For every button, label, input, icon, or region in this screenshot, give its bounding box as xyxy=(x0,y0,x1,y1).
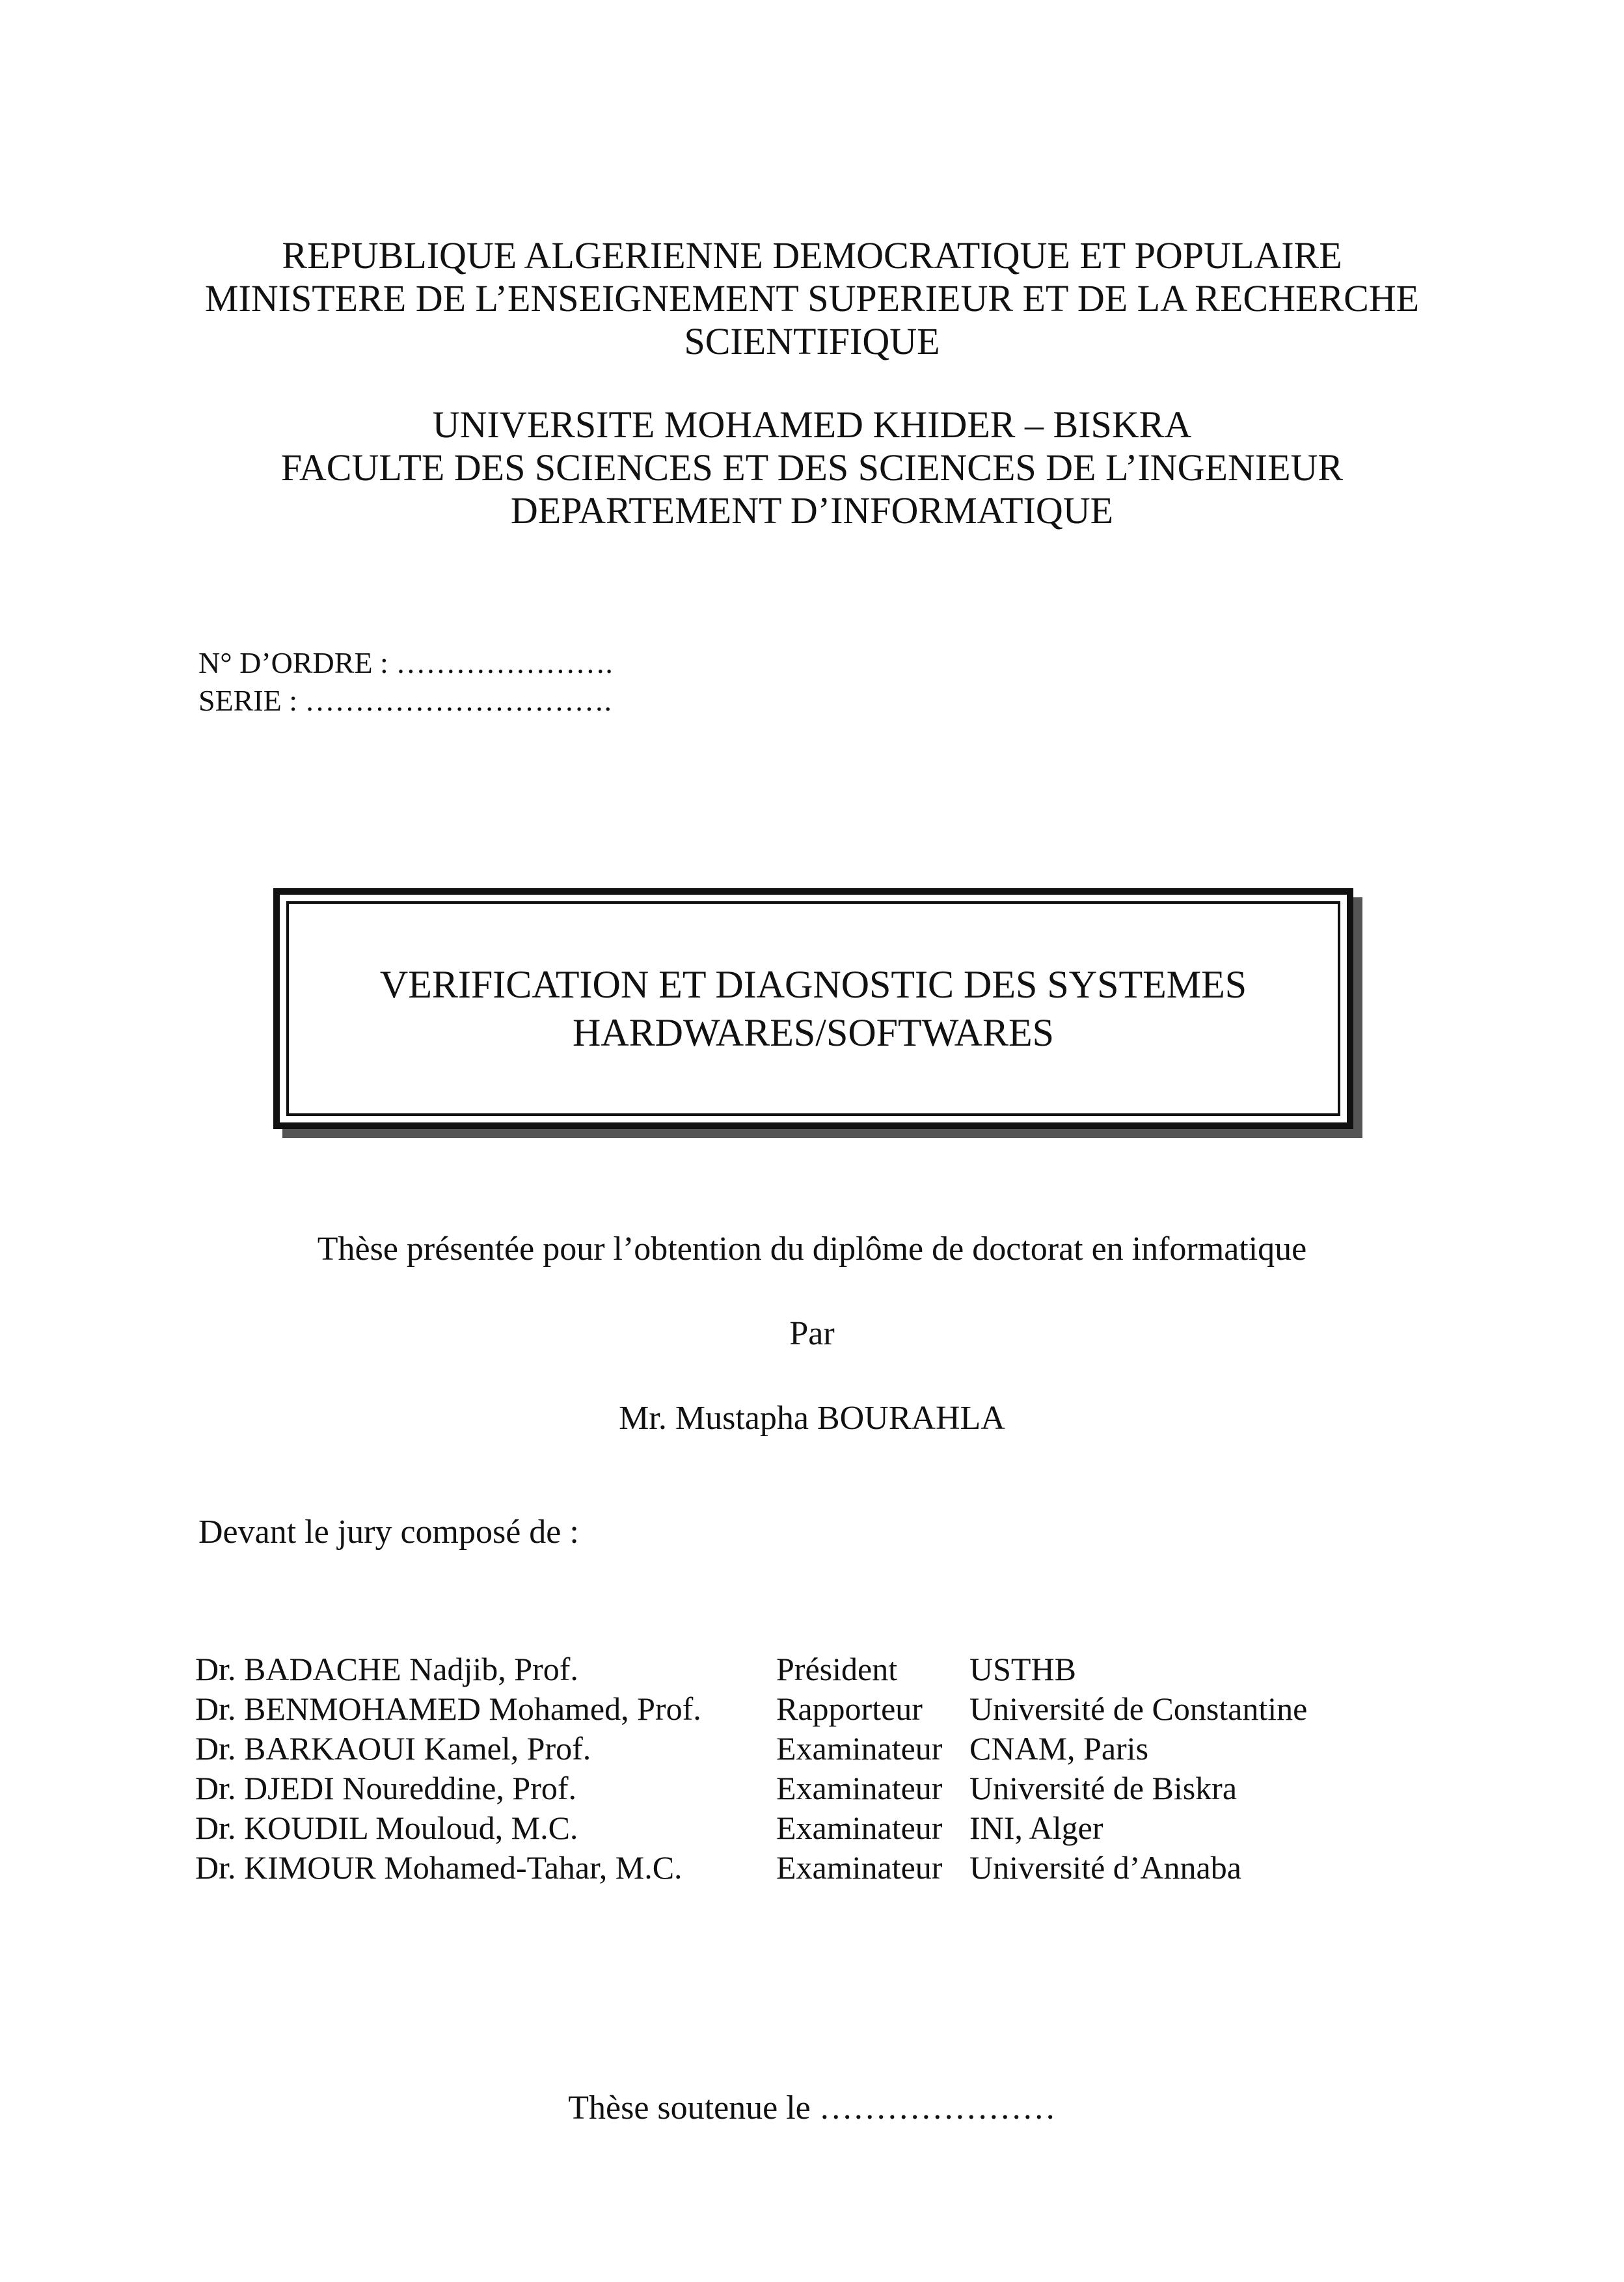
jury-member-name: Dr. BADACHE Nadjib, Prof. xyxy=(195,1651,578,1687)
author-name: Mr. Mustapha BOURAHLA xyxy=(619,1400,1005,1437)
jury-member-role: Examinateur xyxy=(776,1770,943,1806)
jury-member-name: Dr. DJEDI Noureddine, Prof. xyxy=(195,1770,577,1806)
ministry-line-2: SCIENTIFIQUE xyxy=(684,320,940,362)
jury-member-institution: Université d’Annaba xyxy=(969,1849,1241,1886)
jury-row xyxy=(195,1650,1307,1689)
jury-member-role: Rapporteur xyxy=(776,1691,923,1727)
thesis-description: Thèse présentée pour l’obtention du diplôme de doctorat en informatique xyxy=(317,1230,1307,1268)
jury-member-name: Dr. KIMOUR Mohamed-Tahar, M.C. xyxy=(195,1849,683,1886)
jury-member-institution: CNAM, Paris xyxy=(969,1730,1149,1767)
thesis-title-line-2: HARDWARES/SOFTWARES xyxy=(572,1011,1055,1054)
title-inner-frame xyxy=(286,901,1340,1116)
jury-row xyxy=(195,1689,1307,1729)
jury-row xyxy=(195,1808,1307,1848)
jury-row xyxy=(195,1848,1307,1888)
jury-list xyxy=(195,1650,1307,1888)
title-box xyxy=(273,888,1353,1129)
jury-member-institution: Université de Constantine xyxy=(969,1691,1308,1727)
jury-member-institution: USTHB xyxy=(969,1651,1076,1687)
jury-row xyxy=(195,1769,1307,1808)
jury-member-role: Examinateur xyxy=(776,1730,943,1767)
university-header xyxy=(0,403,1624,532)
republic-line: REPUBLIQUE ALGERIENNE DEMOCRATIQUE ET POPULAIRE xyxy=(282,234,1342,277)
jury-row xyxy=(195,1729,1307,1769)
thesis-title-line-1: VERIFICATION ET DIAGNOSTIC DES SYSTEMES xyxy=(379,963,1247,1006)
serie-number: SERIE : …………………………. xyxy=(198,684,612,717)
jury-intro: Devant le jury composé de : xyxy=(198,1514,579,1551)
university-name: UNIVERSITE MOHAMED KHIDER – BISKRA xyxy=(432,403,1192,446)
defense-date: Thèse soutenue le ………………… xyxy=(568,2089,1056,2126)
jury-member-institution: INI, Alger xyxy=(969,1810,1103,1846)
jury-member-role: Examinateur xyxy=(776,1849,943,1886)
jury-member-role: Président xyxy=(776,1651,898,1687)
department-name: DEPARTEMENT D’INFORMATIQUE xyxy=(510,489,1114,532)
order-info xyxy=(198,644,613,720)
jury-member-institution: Université de Biskra xyxy=(969,1770,1238,1806)
order-number: N° D’ORDRE : …………………. xyxy=(198,646,613,679)
jury-member-name: Dr. KOUDIL Mouloud, M.C. xyxy=(195,1810,578,1846)
faculty-name: FACULTE DES SCIENCES ET DES SCIENCES DE L’INGENIEUR xyxy=(280,446,1344,489)
par-label: Par xyxy=(789,1315,835,1352)
republic-header xyxy=(0,234,1624,363)
jury-member-role: Examinateur xyxy=(776,1810,943,1846)
ministry-line: MINISTERE DE L’ENSEIGNEMENT SUPERIEUR ET DE LA RECHERCHE xyxy=(204,277,1420,319)
jury-member-name: Dr. BARKAOUI Kamel, Prof. xyxy=(195,1730,591,1767)
jury-member-name: Dr. BENMOHAMED Mohamed, Prof. xyxy=(195,1691,701,1727)
